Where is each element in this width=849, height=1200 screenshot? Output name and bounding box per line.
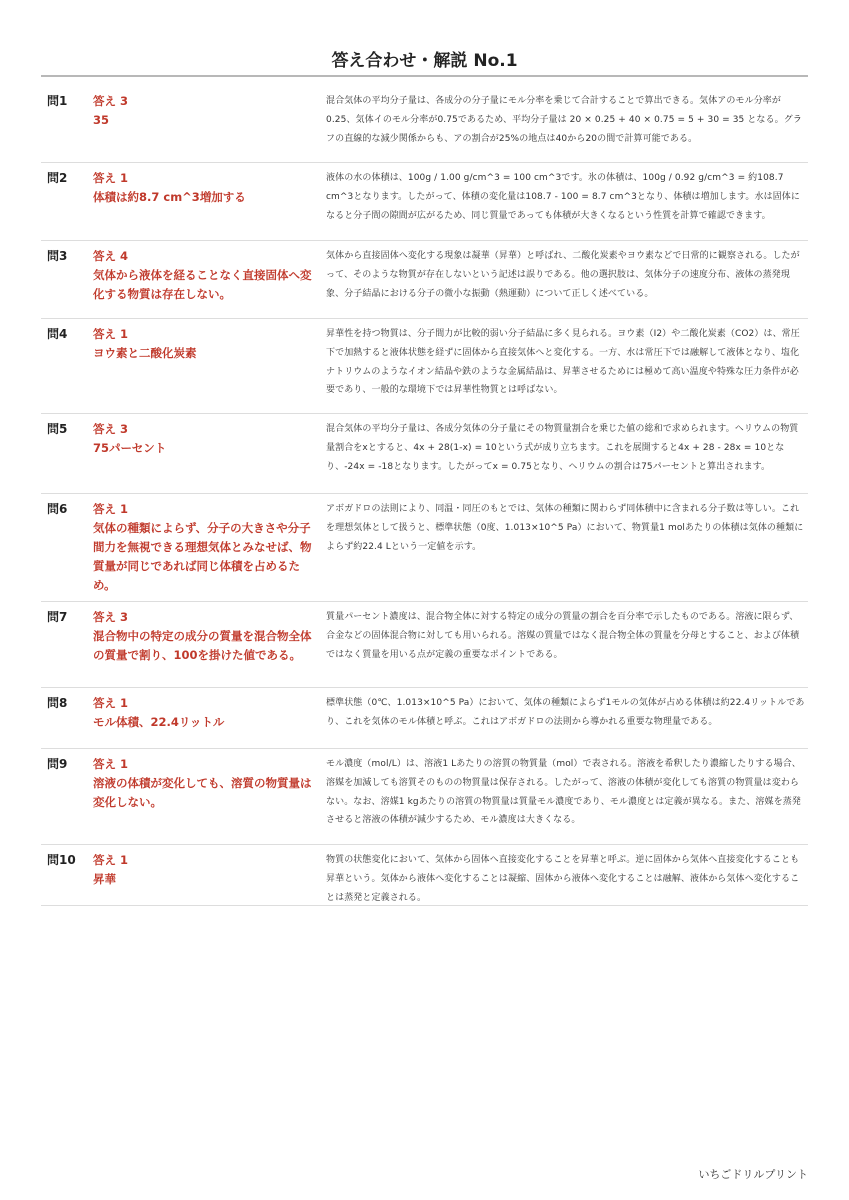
explanation: アボガドロの法則により、同温・同圧のもとでは、気体の種類に関わらず同体積中に含まれる分子数は等しい。これを理想気体として扱うと、標準状態（0度、1.013×10^5 Pa）において、物質量1 molあたりの体積は気体の種類によらず約22.4 Lという一定値を示す。 bbox=[326, 504, 804, 552]
title-divider bbox=[41, 75, 808, 77]
answer-block bbox=[93, 602, 326, 687]
answer-text: 35 bbox=[93, 113, 110, 127]
answer-block bbox=[93, 494, 326, 601]
explanation: 昇華性を持つ物質は、分子間力が比較的弱い分子結晶に多く見られる。ヨウ素（I2）や二酸化炭素（CO2）は、常圧下で加熱すると液体状態を経ずに固体から直接気体へと変化する。一方、水は常圧下では融解して液体となり、塩化ナトリウムのようなイオン結晶や鉄のような金属結晶は、昇華させるためには極めて高い温度や特殊な圧力条件が必要であり、一般的な環境下では昇華性物質とは呼ばない。 bbox=[326, 329, 800, 396]
answer-block bbox=[93, 688, 326, 748]
answer-text: 気体から液体を経ることなく直接固体へ変化する物質は存在しない。 bbox=[93, 268, 312, 301]
answer-text: ヨウ素と二酸化炭素 bbox=[93, 346, 197, 360]
question-number: 問6 bbox=[47, 502, 68, 516]
question-number: 問7 bbox=[47, 610, 68, 624]
answer-block bbox=[93, 845, 326, 905]
question-number: 問9 bbox=[47, 757, 68, 771]
question-number: 問10 bbox=[47, 853, 76, 867]
question-row-6 bbox=[41, 494, 808, 602]
answer-text: 混合物中の特定の成分の質量を混合物全体の質量で割り、100を掛けた値である。 bbox=[93, 629, 312, 662]
answer-block bbox=[93, 86, 326, 162]
answer-text: 昇華 bbox=[93, 872, 116, 886]
question-row-7 bbox=[41, 602, 808, 688]
explanation: 液体の水の体積は、100g / 1.00 g/cm^3 = 100 cm^3です。氷の体積は、100g / 0.92 g/cm^3 = 約108.7 cm^3となります。したがって、体積の変化量は108.7 - 100 = 8.7 cm^3となり、体積は増加します。水は固体になると分子間の隙間が広がるため、同じ質量であっても体積が大きくなるという性質を計算で確認できます。 bbox=[326, 173, 800, 221]
explanation: 気体から直接固体へ変化する現象は凝華（昇華）と呼ばれ、二酸化炭素やヨウ素などで日常的に観察される。したがって、そのような物質が存在しないという記述は誤りである。他の選択肢は、気体分子の速度分布、液体の蒸発現象、分子結晶における分子の微小な振動（熱運動）について正しく述べている。 bbox=[326, 251, 800, 299]
answer-choice: 答え 1 bbox=[93, 853, 129, 867]
answer-text: 気体の種類によらず、分子の大きさや分子間力を無視できる理想気体とみなせば、物質量が同じであれば同じ体積を占めるため。 bbox=[93, 521, 312, 592]
answer-block bbox=[93, 749, 326, 844]
answer-text: 75パーセント bbox=[93, 441, 167, 455]
question-number: 問5 bbox=[47, 422, 68, 436]
question-number: 問3 bbox=[47, 249, 68, 263]
answer-choice: 答え 4 bbox=[93, 249, 129, 263]
answer-choice: 答え 1 bbox=[93, 757, 129, 771]
page-title: 答え合わせ・解説 No.1 bbox=[331, 51, 518, 71]
question-row-9 bbox=[41, 749, 808, 845]
question-row-1 bbox=[41, 86, 808, 163]
answer-choice: 答え 1 bbox=[93, 171, 129, 185]
explanation: 混合気体の平均分子量は、各成分の分子量にモル分率を乗じて合計することで算出できる。気体アのモル分率が0.25、気体イのモル分率が0.75であるため、平均分子量は 20 × 0.25 + 40 × 0.75 = 5 + 30 = 35 となる。グラフの直線的な減少関係からも、アの割合が25%の地点は40から20の間で計算可能である。 bbox=[326, 96, 802, 144]
answer-text: 溶液の体積が変化しても、溶質の物質量は変化しない。 bbox=[93, 776, 312, 809]
answer-text: 体積は約8.7 cm^3増加する bbox=[93, 190, 246, 204]
explanation: 混合気体の平均分子量は、各成分気体の分子量にその物質量割合を乗じた値の総和で求められます。ヘリウムの物質量割合をxとすると、4x + 28(1-x) = 10という式が成り立ちます。これを展開すると4x + 28 - 28x = 10となり、-24x = -18となります。したがってx = 0.75となり、ヘリウムの割合は75パーセントと算出されます。 bbox=[326, 424, 799, 472]
answer-block bbox=[93, 414, 326, 493]
answer-block bbox=[93, 319, 326, 413]
answer-block bbox=[93, 241, 326, 318]
answer-list bbox=[41, 86, 808, 906]
question-row-3 bbox=[41, 241, 808, 319]
explanation: モル濃度（mol/L）は、溶液1 Lあたりの溶質の物質量（mol）で表される。溶液を希釈したり濃縮したりする場合、溶媒を加減しても溶質そのものの物質量は保存される。したがって、溶液の体積が変化しても溶質の物質量は変わらない。なお、溶媒1 kgあたりの溶質の物質量は質量モル濃度であり、モル濃度とは定義が異なる。また、溶媒を蒸発させると溶液の体積が減少するため、モル濃度は大きくなる。 bbox=[326, 759, 801, 826]
explanation: 標準状態（0℃、1.013×10^5 Pa）において、気体の種類によらず1モルの気体が占める体積は約22.4リットルであり、これを気体のモル体積と呼ぶ。これはアボガドロの法則から導かれる重要な物理量である。 bbox=[326, 698, 805, 727]
question-number: 問4 bbox=[47, 327, 68, 341]
question-row-4 bbox=[41, 319, 808, 414]
question-number: 問2 bbox=[47, 171, 68, 185]
answer-choice: 答え 1 bbox=[93, 696, 129, 710]
answer-choice: 答え 3 bbox=[93, 610, 129, 624]
answer-choice: 答え 3 bbox=[93, 422, 129, 436]
question-row-5 bbox=[41, 414, 808, 494]
question-number: 問8 bbox=[47, 696, 68, 710]
answer-choice: 答え 1 bbox=[93, 502, 129, 516]
question-row-8 bbox=[41, 688, 808, 749]
question-number: 問1 bbox=[47, 94, 68, 108]
question-row-2 bbox=[41, 163, 808, 241]
answer-choice: 答え 1 bbox=[93, 327, 129, 341]
explanation: 質量パーセント濃度は、混合物全体に対する特定の成分の質量の割合を百分率で示したものである。溶液に限らず、合金などの固体混合物に対しても用いられる。溶媒の質量ではなく混合物全体の質量を分母とすること、および体積ではなく質量を用いる点が定義の重要なポイントである。 bbox=[326, 612, 800, 660]
footer-brand: いちごドリルプリント bbox=[698, 1168, 808, 1181]
explanation: 物質の状態変化において、気体から固体へ直接変化することを昇華と呼ぶ。逆に固体から気体へ直接変化することも昇華という。気体から液体へ変化することは凝縮、固体から液体へ変化することは融解、液体から気体へ変化することは蒸発と定義される。 bbox=[326, 855, 800, 903]
answer-choice: 答え 3 bbox=[93, 94, 129, 108]
question-row-10 bbox=[41, 845, 808, 906]
answer-block bbox=[93, 163, 326, 240]
answer-text: モル体積、22.4リットル bbox=[93, 715, 225, 729]
